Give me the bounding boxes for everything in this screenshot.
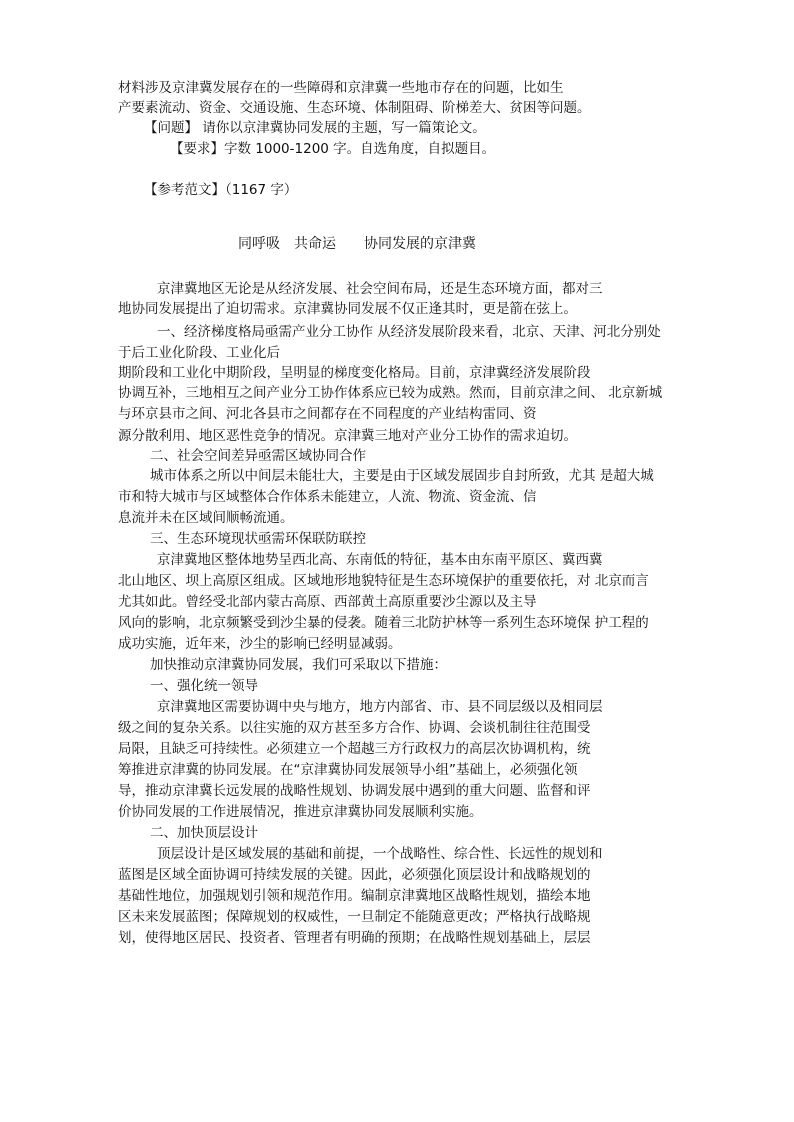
text-line: 导，推动京津冀长远发展的战略性规划、协调发展中遇到的重大问题、监督和评 [118,783,591,799]
reference-heading: 【参考范文】（1167 字） [144,182,298,198]
text-line: 基础性地位，加强规划引领和规范作用。编制京津冀地区战略性规划，描绘本地 [118,888,591,904]
text-line: 产要素流动、资金、交通设施、生态环境、体制阻碍、阶梯差大、贫困等问题。 [118,100,591,116]
text-line: 顶层设计是区域发展的基础和前提，一个战略性、综合性、长远性的规划和 [157,846,603,862]
text-line: 风向的影响，北京频繁受到沙尘暴的侵袭。随着三北防护林等一系列生态环境保 护工程的 [118,615,649,631]
text-line: 区未来发展蓝图；保障规划的权威性，一旦制定不能随意更改；严格执行战略规 [118,909,591,925]
text-line: 息流并未在区域间顺畅流通。 [118,510,294,526]
text-line: 源分散利用、地区恶性竞争的情况。京津冀三地对产业分工协作的需求迫切。 [118,428,577,444]
text-line: 局限，且缺乏可持续性。必须建立一个超越三方行政权力的高层次协调机构，统 [118,741,591,757]
text-line: 期阶段和工业化中期阶段，呈明显的梯度变化格局。目前，京津冀经济发展阶段 [118,365,591,381]
text-line: 材料涉及京津冀发展存在的一些障碍和京津冀一些地市存在的问题，比如生 [118,80,564,96]
text-line: 城市体系之所以中间层未能壮大，主要是由于区域发展固步自封所致，尤其 是超大城 [150,468,654,484]
text-line: 协调互补，三地相互之间产业分工协作体系应已较为成熟。然而，目前京津之间、 北京新城 [118,385,663,401]
text-line: 京津冀地区整体地势呈西北高、东南低的特征，基本由东南平原区、冀西冀 [157,552,603,568]
question-line: 【问题】 请你以京津冀协同发展的主题，写一篇策论文。 [144,120,486,136]
text-line: 与环京县市之间、河北各县市之间都存在不同程度的产业结构雷同、资 [118,406,537,422]
text-line: 价协同发展的工作进展情况，推进京津冀协同发展顺利实施。 [118,804,483,820]
section-heading: 三、生态环境现状亟需环保联防联控 [150,531,366,547]
section-heading: 一、强化统一领导 [150,678,258,694]
essay-title: 同呼吸 共命运 协同发展的京津冀 [238,236,476,252]
text-line: 级之间的复杂关系。以往实施的双方甚至多方合作、协调、会谈机制往往范围受 [118,720,591,736]
section-heading: 二、加快顶层设计 [150,825,258,841]
text-line: 京津冀地区需要协调中央与地方，地方内部省、市、县不同层级以及相同层 [157,699,603,715]
text-line: 加快推动京津冀协同发展，我们可采取以下措施： [150,657,447,673]
text-line: 筹推进京津冀的协同发展。在“京津冀协同发展领导小组”基础上，必须强化领 [118,762,578,778]
text-line: 于后工业化阶段、工业化后 [118,345,280,361]
text-line: 京津冀地区无论是从经济发展、社会空间布局，还是生态环境方面，都对三 [157,281,603,297]
text-line: 地协同发展提出了迫切需求。京津冀协同发展不仅正逢其时，更是箭在弦上。 [118,301,577,317]
section-heading: 二、社会空间差异亟需区域协同合作 [150,448,366,464]
section-heading: 一、经济梯度格局亟需产业分工协作 从经济发展阶段来看，北京、天津、河北分别处 [157,324,661,340]
text-line: 蓝图是区域全面协调可持续发展的关键。因此，必须强化顶层设计和战略规划的 [118,867,591,883]
text-line: 北山地区、坝上高原区组成。区域地形地貌特征是生态环境保护的重要依托，对 北京而言 [118,573,649,589]
text-line: 尤其如此。曾经受北部内蒙古高原、西部黄土高原重要沙尘源以及主导 [118,594,537,610]
text-line: 市和特大城市与区域整体合作体系未能建立，人流、物流、资金流、信 [118,489,537,505]
text-line: 划，使得地区居民、投资者、管理者有明确的预期；在战略性规划基础上，层层 [118,930,591,946]
requirement-line: 【要求】字数 1000-1200 字。自选角度，自拟题目。 [170,141,496,157]
text-line: 成功实施，近年来，沙尘的影响已经明显减弱。 [118,636,402,652]
